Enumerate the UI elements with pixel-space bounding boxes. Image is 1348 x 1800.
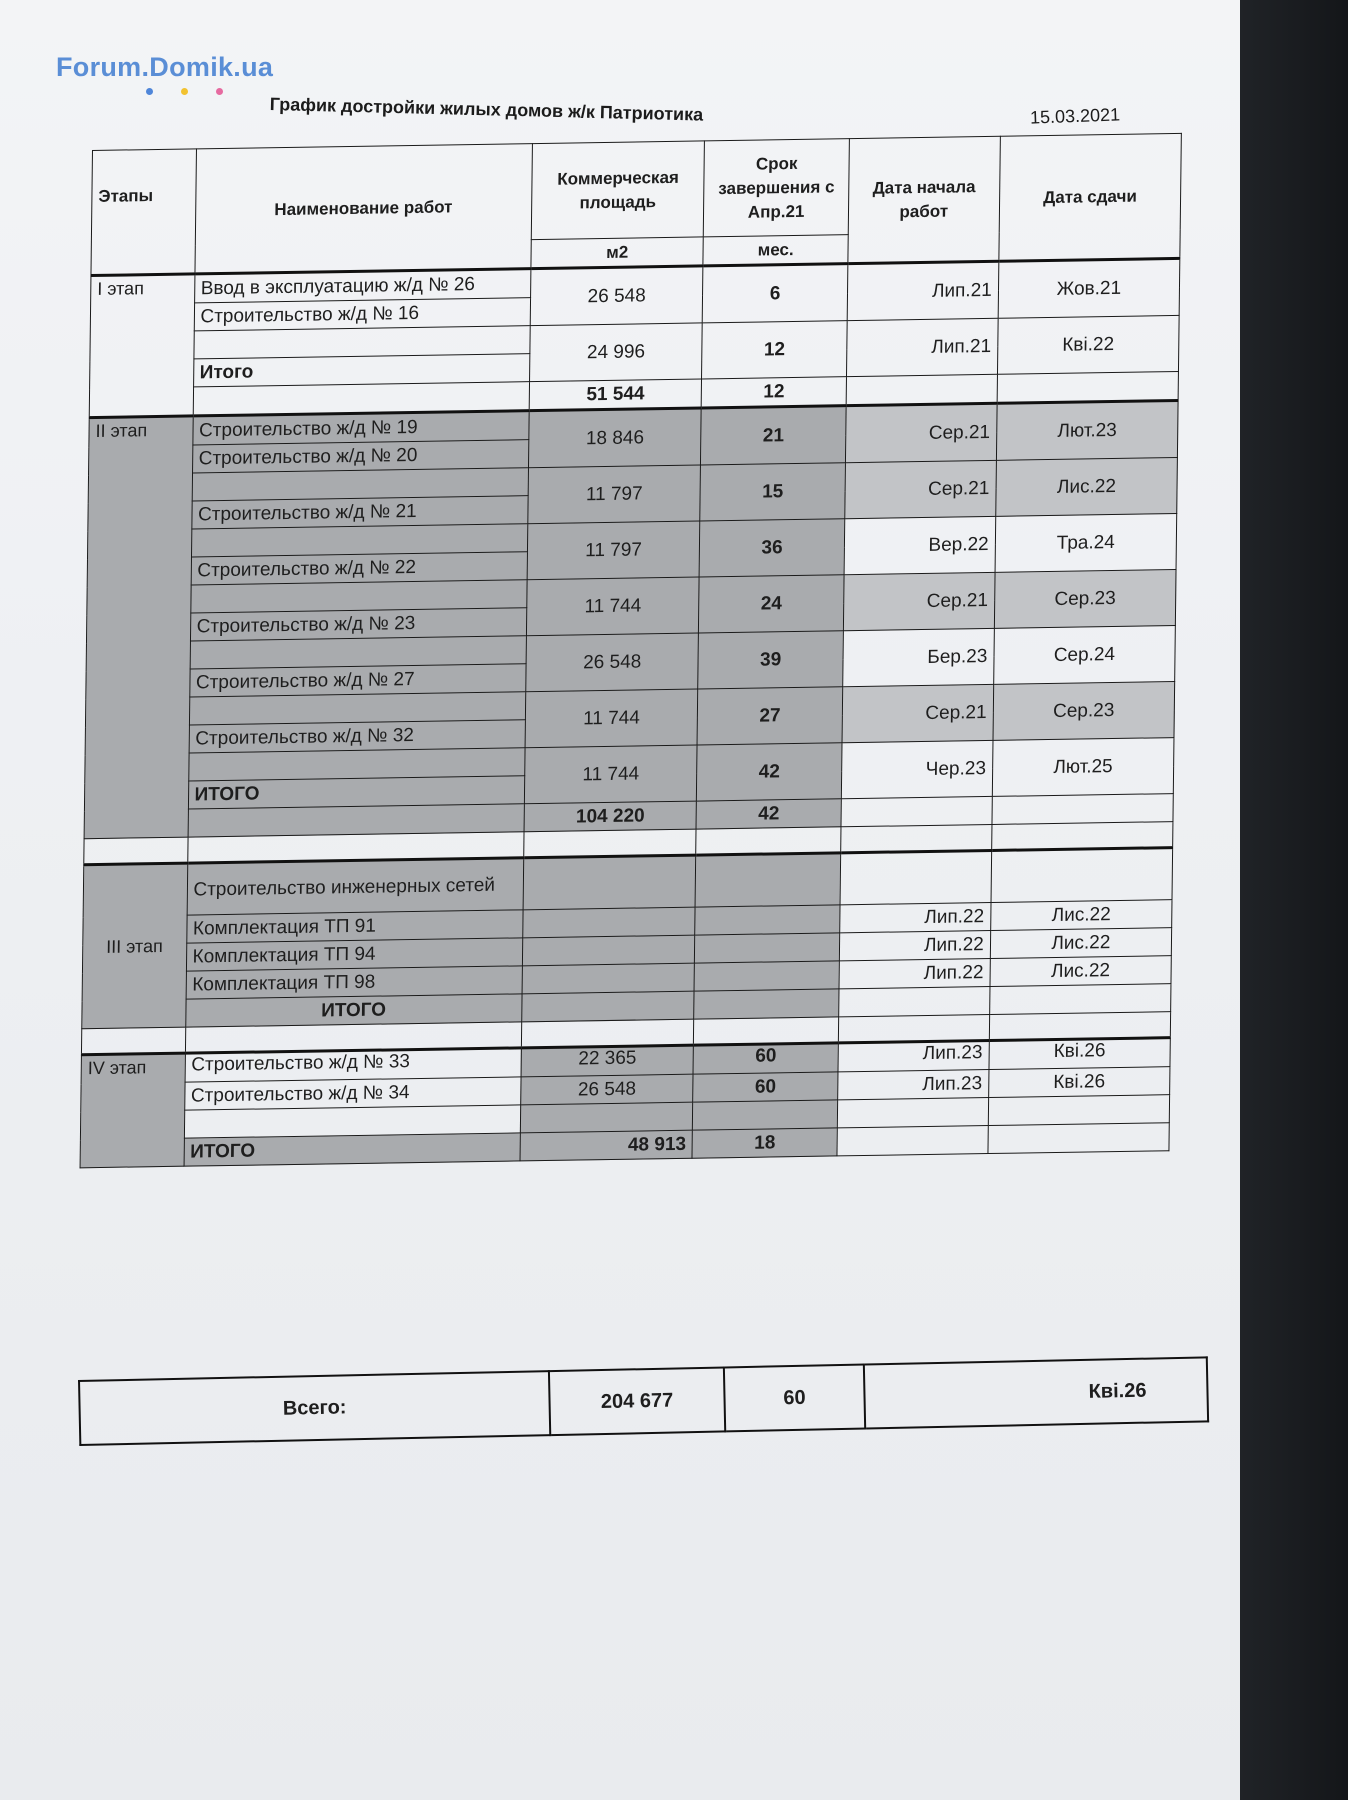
header-area: Коммерческая площадь (531, 141, 705, 240)
start-date: Лип.22 (840, 902, 991, 932)
term-value: 60 (693, 1043, 838, 1074)
grand-total-label: Всего: (79, 1371, 550, 1445)
blank-cell (694, 989, 839, 1019)
term-value: 12 (702, 321, 847, 379)
start-date: Лип.21 (846, 318, 998, 376)
start-date: Сер.21 (843, 572, 995, 630)
stage-label: IV этап (80, 1053, 185, 1168)
background-surface (1240, 0, 1348, 1800)
area-value: 26 548 (521, 1074, 694, 1105)
term-value: 24 (699, 575, 844, 633)
start-date: Бер.23 (843, 628, 995, 686)
start-date: Лип.22 (839, 958, 990, 988)
header-term: Срок завершения с Апр.21 (704, 139, 850, 237)
header-area-unit: м2 (531, 237, 704, 269)
work-name: Строительство ж/д № 22 (191, 552, 528, 585)
blank-cell (989, 984, 1171, 1015)
total-label: ИТОГО (185, 994, 522, 1027)
work-name: Ввод в эксплуатацию ж/д № 26 (194, 269, 531, 303)
total-term: 18 (692, 1128, 837, 1158)
work-name: Строительство ж/д № 32 (189, 720, 526, 753)
area-value: 22 365 (521, 1045, 694, 1077)
start-date: Лип.21 (847, 261, 999, 320)
term-value: 21 (701, 406, 846, 465)
header-term-unit: мес. (703, 235, 848, 266)
total-area: 104 220 (524, 801, 697, 832)
blank-cell (988, 1123, 1170, 1154)
blank-cell (694, 1017, 839, 1045)
total-term: 12 (702, 377, 847, 408)
end-date: Жов.21 (998, 258, 1180, 318)
work-name: Строительство ж/д № 23 (190, 608, 527, 641)
blank-cell (520, 1102, 693, 1133)
area-value: 26 548 (526, 633, 699, 692)
start-date: Чер.23 (841, 740, 993, 798)
end-date: Лис.22 (990, 956, 1172, 987)
work-name: Строительство ж/д № 16 (194, 298, 531, 331)
blank-cell (992, 794, 1174, 825)
start-date: Лип.22 (839, 930, 990, 960)
area-value: 11 797 (528, 465, 701, 524)
term-value: 27 (697, 687, 842, 745)
blank-cell (523, 855, 696, 910)
work-name: Строительство ж/д № 21 (191, 496, 528, 529)
start-date: Сер.21 (845, 403, 997, 462)
blank-cell (988, 1095, 1170, 1126)
blank-cell (523, 907, 696, 938)
dot-blue (146, 88, 153, 95)
end-date: Сер.23 (994, 570, 1176, 629)
schedule-table (80, 133, 1182, 1168)
grand-total-end: Кві.26 (864, 1357, 1208, 1428)
dot-yellow (181, 88, 188, 95)
watermark-logo: Forum.Domik.ua (56, 52, 274, 82)
header-stage: Этапы (91, 149, 196, 276)
blank-cell (695, 905, 840, 935)
document-title: График достройки жилых домов ж/к Патриотика (269, 94, 704, 125)
total-term: 42 (696, 799, 841, 829)
blank-cell (695, 933, 840, 963)
total-label: ИТОГО (184, 1133, 521, 1166)
blank-cell (837, 1126, 988, 1156)
end-date: Сер.24 (993, 626, 1175, 685)
blank-cell (997, 371, 1179, 403)
work-name: Комплектация ТП 94 (186, 938, 523, 971)
end-date: Кві.26 (989, 1038, 1171, 1070)
blank-cell (837, 1098, 988, 1128)
end-date: Лют.25 (992, 738, 1174, 797)
start-date: Лип.23 (838, 1070, 989, 1100)
area-value: 18 846 (528, 408, 701, 468)
end-date: Лис.22 (996, 457, 1178, 516)
watermark-dots (146, 88, 223, 95)
total-label: ИТОГО (188, 776, 525, 809)
end-date: Кві.22 (997, 315, 1179, 374)
term-value: 39 (698, 631, 843, 689)
end-date: Тра.24 (995, 514, 1177, 573)
work-name: Строительство ж/д № 19 (192, 411, 529, 445)
area-value: 11 744 (525, 689, 698, 748)
work-name: Строительство ж/д № 33 (185, 1048, 522, 1082)
area-value: 11 744 (526, 577, 699, 636)
stage-label: III этап (82, 863, 187, 1029)
area-value: 24 996 (529, 323, 702, 382)
end-date: Лют.23 (996, 400, 1178, 460)
blank-cell (839, 987, 990, 1017)
header-row (91, 133, 1181, 246)
blank-cell (696, 827, 841, 855)
blank-cell (991, 848, 1173, 903)
start-date: Сер.21 (845, 460, 997, 518)
blank-cell (522, 935, 695, 966)
blank-cell (84, 837, 188, 865)
header-name: Наименование работ (194, 144, 532, 274)
grand-total-area: 204 677 (549, 1367, 725, 1435)
blank-cell (521, 1019, 694, 1048)
term-value: 36 (699, 519, 844, 577)
term-value: 60 (693, 1072, 838, 1102)
start-date: Лип.23 (838, 1041, 989, 1072)
start-date: Сер.21 (842, 684, 994, 742)
total-area: 51 544 (529, 379, 702, 411)
blank-cell (694, 961, 839, 991)
blank-cell (522, 963, 695, 994)
stage-label: I этап (89, 274, 194, 418)
blank-cell (841, 796, 992, 826)
document-date: 15.03.2021 (1029, 104, 1121, 128)
blank-cell (522, 991, 695, 1022)
blank-cell (840, 850, 992, 904)
blank-cell (989, 1012, 1170, 1041)
start-date: Вер.22 (844, 516, 996, 574)
total-area: 48 913 (520, 1130, 693, 1161)
blank-cell (846, 374, 997, 405)
area-value: 26 548 (530, 266, 703, 326)
header-start: Дата начала работ (848, 136, 1000, 263)
total-label: Итого (193, 354, 530, 387)
work-name: Строительство ж/д № 20 (192, 440, 529, 473)
work-name: Комплектация ТП 91 (186, 910, 523, 943)
work-name: Комплектация ТП 98 (186, 966, 523, 999)
term-value: 42 (697, 743, 842, 801)
schedule-table-wrapper (80, 133, 1182, 1168)
grand-total-term: 60 (724, 1365, 865, 1432)
area-value: 11 797 (527, 521, 700, 580)
work-name: Строительство ж/д № 34 (184, 1077, 521, 1110)
blank-cell (841, 824, 992, 852)
term-value: 6 (703, 264, 848, 323)
term-value: 15 (700, 463, 845, 521)
area-value: 11 744 (524, 745, 697, 804)
blank-cell (524, 829, 697, 858)
header-end: Дата сдачи (999, 133, 1182, 261)
blank-cell (693, 1100, 838, 1130)
stage-label: II этап (84, 416, 193, 839)
end-date: Лис.22 (990, 928, 1172, 959)
blank-cell (991, 822, 1172, 851)
blank-cell (81, 1027, 185, 1055)
end-date: Лис.22 (990, 900, 1172, 931)
work-name: Строительство ж/д № 27 (189, 664, 526, 697)
work-name: Строительство инженерных сетей (187, 858, 524, 915)
end-date: Сер.23 (993, 682, 1175, 741)
dot-pink (216, 88, 223, 95)
end-date: Кві.26 (988, 1067, 1170, 1098)
blank-cell (838, 1015, 989, 1043)
blank-cell (695, 853, 840, 907)
